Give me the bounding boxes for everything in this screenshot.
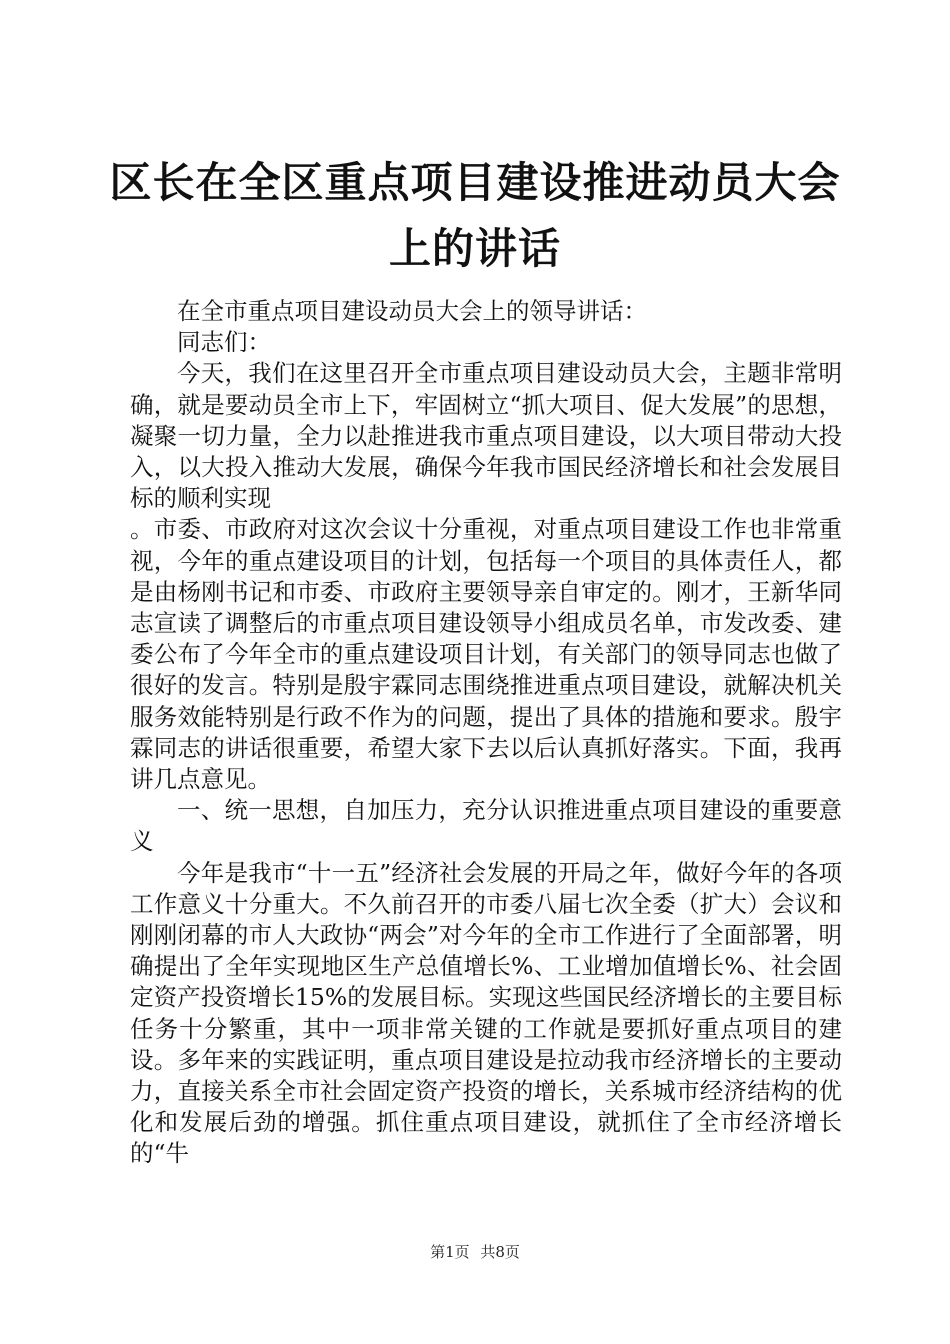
section-heading-1: 一、统一思想，自加压力，充分认识推进重点项目建设的重要意义: [130, 796, 842, 856]
document-body: [130, 296, 842, 1170]
paragraph-salutation: 同志们：: [177, 328, 271, 357]
document-title: 区长在全区重点项目建设推进动员大会上的讲话: [109, 158, 841, 273]
paragraph-intro: 在全市重点项目建设动员大会上的领导讲话：: [177, 297, 647, 325]
paragraph-opening: 今天，我们在这里召开全市重点项目建设动员大会，主题非常明确，就是要动员全市上下，牢固树立“抓大项目、促大发展”的思想，凝聚一切力量，全力以赴推进我市重点项目建设，以大项目带动大投入，以大投入推动大发展，确保今年我市国民经济增长和社会发展目标的顺利实现: [130, 359, 842, 513]
paragraph-continuation: 。市委、市政府对这次会议十分重视，对重点项目建设工作也非常重视，今年的重点建设项目的计划，包括每一个项目的具体责任人，都是由杨刚书记和市委、市政府主要领导亲自审定的。刚才，王新华同志宣读了调整后的市重点项目建设领导小组成员名单，市发改委、建委公布了今年全市的重点建设项目计划，有关部门的领导同志也做了很好的发言。特别是殷宇霖同志围绕推进重点项目建设，就解决机关服务效能特别是行政不作为的问题，提出了具体的措施和要求。殷宇霖同志的讲话很重要，希望大家下去以后认真抓好落实。下面，我再讲几点意见。: [130, 515, 842, 794]
paragraph-section-1: 今年是我市“十一五”经济社会发展的开局之年，做好今年的各项工作意义十分重大。不久前召开的市委八届七次全委（扩大）会议和刚刚闭幕的市人大政协“两会”对今年的全市工作进行了全面部署，明确提出了全年实现地区生产总值增长%、工业增加值增长%、社会固定资产投资增长15%的发展目标。实现这些国民经济增长的主要目标任务十分繁重，其中一项非常关键的工作就是要抓好重点项目的建设。多年来的实践证明，重点项目建设是拉动我市经济增长的主要动力，直接关系全市社会固定资产投资的增长，关系城市经济结构的优化和发展后劲的增强。抓住重点项目建设，就抓住了全市经济增长的“牛: [130, 858, 842, 1168]
page-number-footer: 第1页 共8页: [430, 1243, 520, 1261]
